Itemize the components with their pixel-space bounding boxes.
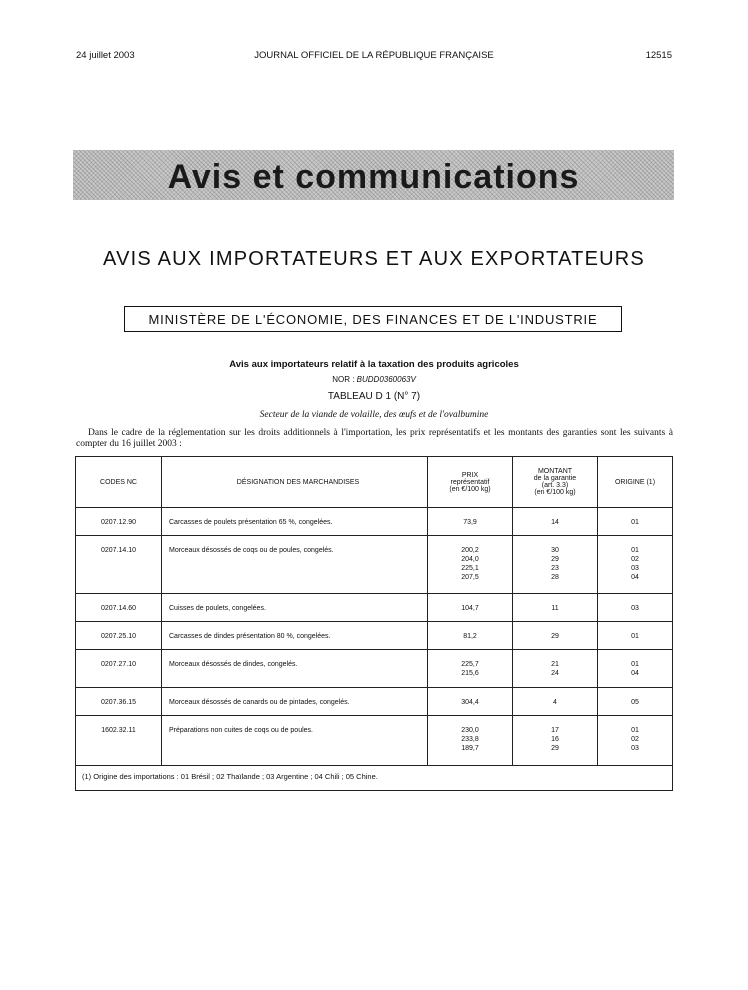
table-row (76, 716, 673, 766)
code-cell: 0207.25.10 (76, 622, 162, 650)
header-date: 24 juillet 2003 (76, 50, 135, 61)
header-origine: ORIGINE (1) (598, 457, 673, 508)
designation-cell: Morceaux désossés de canards ou de pintades, congelés. (162, 688, 428, 716)
prix-cell: 230,0 233,8 189,7 (428, 716, 513, 766)
montant-cell: 29 (513, 622, 598, 650)
montant-cell: 30 29 23 28 (513, 536, 598, 594)
prices-table (75, 456, 673, 791)
table-row (76, 622, 673, 650)
main-title: AVIS AUX IMPORTATEURS ET AUX EXPORTATEURS (103, 248, 645, 270)
montant-cell: 11 (513, 594, 598, 622)
header-codes-nc: CODES NC (76, 457, 162, 508)
code-cell: 0207.12.90 (76, 508, 162, 536)
montant-cell: 17 16 29 (513, 716, 598, 766)
montant-cell: 21 24 (513, 650, 598, 688)
intro-paragraph: Dans le cadre de la réglementation sur les droits additionnels à l'importation, les prix représentatifs et les montants des garanties sont les suivants à compter du 16 juillet 2003 : (76, 428, 673, 449)
designation-cell: Carcasses de dindes présentation 80 %, congelées. (162, 622, 428, 650)
table-row (76, 508, 673, 536)
prix-cell: 73,9 (428, 508, 513, 536)
nor-label: NOR : (332, 375, 355, 384)
prix-cell: 81,2 (428, 622, 513, 650)
code-cell: 0207.14.60 (76, 594, 162, 622)
designation-cell: Morceaux désossés de dindes, congelés. (162, 650, 428, 688)
designation-cell: Cuisses de poulets, congelées. (162, 594, 428, 622)
header-prix: PRIX représentatif (en €/100 kg) (428, 457, 513, 508)
header-montant: MONTANT de la garantie (art. 3.3) (en €/100 kg) (513, 457, 598, 508)
code-cell: 0207.36.15 (76, 688, 162, 716)
table-footnote: (1) Origine des importations : 01 Brésil ; 02 Thaïlande ; 03 Argentine ; 04 Chili ; 05 Chine. (76, 766, 673, 791)
table-row (76, 536, 673, 594)
origine-cell: 01 (598, 508, 673, 536)
prix-cell: 104,7 (428, 594, 513, 622)
notice-title: Avis aux importateurs relatif à la taxation des produits agricoles (229, 359, 519, 370)
origine-cell: 05 (598, 688, 673, 716)
tableau-title: TABLEAU D 1 (N° 7) (327, 391, 421, 402)
code-cell: 0207.14.10 (76, 536, 162, 594)
nor-line (0, 375, 748, 384)
sector-subtitle: Secteur de la viande de volaille, des œufs et de l'ovalbumine (259, 410, 489, 420)
origine-cell: 01 (598, 622, 673, 650)
code-cell: 0207.27.10 (76, 650, 162, 688)
designation-cell: Morceaux désossés de coqs ou de poules, congelés. (162, 536, 428, 594)
origine-cell: 01 02 03 (598, 716, 673, 766)
designation-cell: Préparations non cuites de coqs ou de poules. (162, 716, 428, 766)
table-row (76, 650, 673, 688)
table-footnote-row (76, 766, 673, 791)
designation-cell: Carcasses de poulets présentation 65 %, congelées. (162, 508, 428, 536)
ministry-box (124, 306, 622, 332)
header-journal-title: JOURNAL OFFICIEL DE LA RÉPUBLIQUE FRANÇAISE (254, 50, 494, 61)
code-cell: 1602.32.11 (76, 716, 162, 766)
prix-cell: 225,7 215,6 (428, 650, 513, 688)
table-row (76, 688, 673, 716)
prix-cell: 200,2 204,0 225,1 207,5 (428, 536, 513, 594)
prix-cell: 304,4 (428, 688, 513, 716)
section-banner (73, 150, 674, 200)
table-row (76, 594, 673, 622)
header-page-number: 12515 (645, 50, 672, 61)
banner-title: Avis et communications (167, 157, 580, 196)
origine-cell: 03 (598, 594, 673, 622)
header-designation: DÉSIGNATION DES MARCHANDISES (162, 457, 428, 508)
origine-cell: 01 04 (598, 650, 673, 688)
nor-value: BUDD0360063V (356, 375, 416, 384)
ministry-name: MINISTÈRE DE L'ÉCONOMIE, DES FINANCES ET DE L'INDUSTRIE (148, 311, 598, 327)
table-header-row (76, 457, 673, 508)
montant-cell: 4 (513, 688, 598, 716)
montant-cell: 14 (513, 508, 598, 536)
origine-cell: 01 02 03 04 (598, 536, 673, 594)
